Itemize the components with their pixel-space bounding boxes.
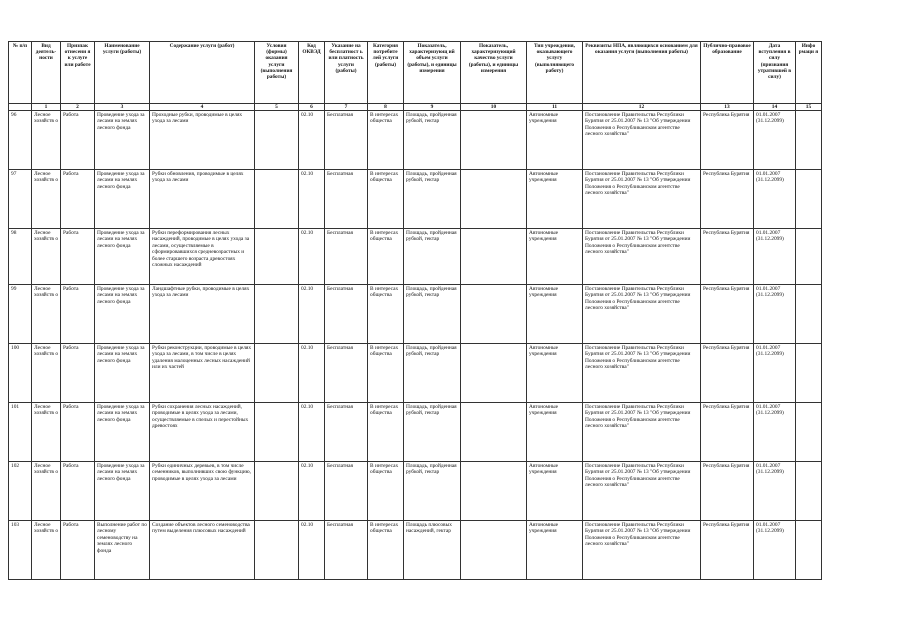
column-header: Указание на бесплатност ь или платность услуги (работы)	[325, 42, 368, 104]
cell-text: Бесплатная	[327, 404, 353, 410]
table-row	[9, 344, 822, 403]
cell-date	[754, 403, 796, 462]
cell-conditions	[255, 521, 299, 580]
column-header: Наименование услуги (работы)	[95, 42, 150, 104]
cell-name	[95, 285, 150, 344]
cell-npa	[583, 229, 701, 285]
cell-content	[150, 229, 255, 285]
column-header: № п/п	[9, 42, 32, 104]
cell-payment	[325, 403, 368, 462]
column-header: Категория потребите лей услуги (работы)	[368, 42, 404, 104]
column-header: Реквизиты НПА, являющихся основанием для оказания услуги (выполнения работы)	[583, 42, 701, 104]
cell-category	[368, 344, 404, 403]
cell-npa	[583, 170, 701, 229]
cell-payment	[325, 462, 368, 521]
table-row	[9, 111, 822, 170]
cell-text: Республика Бурятия	[703, 171, 750, 177]
cell-text: Республика Бурятия	[703, 286, 750, 292]
cell-text: Проведение ухода за лесами на землях лесного фонда	[97, 286, 145, 305]
cell-content	[150, 403, 255, 462]
cell-text: 98	[11, 230, 17, 236]
cell-sign	[61, 403, 95, 462]
cell-date	[754, 344, 796, 403]
cell-text: Площадь, пройденная рубкой, гектар	[406, 230, 457, 243]
cell-entity	[701, 170, 754, 229]
cell-text: Рубки единичных деревьев, в том числе семенников, выполнивших свою функцию, проводимые в целях ухода за лесами	[152, 463, 252, 482]
column-number: 1	[32, 104, 61, 111]
column-number: 14	[754, 104, 796, 111]
cell-text: 01.01.2007 (31.12.2099)	[756, 230, 784, 243]
column-number: 5	[255, 104, 299, 111]
cell-quality	[461, 229, 527, 285]
cell-text: Бесплатная	[327, 230, 353, 236]
cell-payment	[325, 170, 368, 229]
cell-text: Республика Бурятия	[703, 112, 750, 118]
cell-text: Проведение ухода за лесами на землях лесного фонда	[97, 345, 145, 364]
cell-text: Постановление Правительства Республики Бурятия от 25.01.2007 № 13 "Об утверждении Положения о Республиканском агентстве лесного хозяйства"	[585, 522, 691, 548]
cell-text: 97	[11, 171, 17, 177]
cell-volume	[404, 403, 461, 462]
cell-text: В интересах общества	[370, 463, 399, 476]
cell-institution	[527, 521, 583, 580]
cell-text: 01.01.2007 (31.12.2099)	[756, 463, 784, 476]
cell-quality	[461, 170, 527, 229]
cell-text: Республика Бурятия	[703, 522, 750, 528]
cell-category	[368, 521, 404, 580]
cell-text: В интересах общества	[370, 171, 399, 184]
cell-category	[368, 170, 404, 229]
cell-activity	[32, 521, 61, 580]
cell-text: Автономные учреждения	[529, 404, 559, 417]
cell-text: Автономные учреждения	[529, 522, 559, 535]
cell-num	[9, 344, 32, 403]
cell-activity	[32, 462, 61, 521]
cell-text: Ландшафтные рубки, проводимые в целях ухода за лесами	[152, 286, 250, 299]
column-number: 2	[61, 104, 95, 111]
cell-text: В интересах общества	[370, 404, 399, 417]
column-header: Содержание услуги (работ)	[150, 42, 255, 104]
cell-info	[796, 462, 822, 521]
cell-text: Проведение ухода за лесами на землях лесного фонда	[97, 230, 145, 249]
cell-text: Автономные учреждения	[529, 345, 559, 358]
cell-info	[796, 403, 822, 462]
cell-text: Создание объектов лесного семеноводства путем выделения плюсовых насаждений	[152, 522, 250, 535]
cell-text: Площадь, пройденная рубкой, гектар	[406, 345, 457, 358]
cell-text: 01.01.2007 (31.12.2099)	[756, 286, 784, 299]
cell-volume	[404, 521, 461, 580]
cell-conditions	[255, 285, 299, 344]
cell-quality	[461, 521, 527, 580]
cell-text: Лесное хозяйств о	[34, 345, 58, 358]
cell-content	[150, 462, 255, 521]
cell-okved	[299, 229, 325, 285]
table-row	[9, 285, 822, 344]
cell-text: 02.10	[301, 345, 314, 351]
cell-text: 02.10	[301, 171, 314, 177]
cell-text: Бесплатная	[327, 522, 353, 528]
cell-text: Рубки обновления, проводимые в целях ухода за лесами	[152, 171, 244, 184]
cell-npa	[583, 462, 701, 521]
cell-text: Работа	[63, 112, 79, 118]
cell-payment	[325, 344, 368, 403]
cell-npa	[583, 521, 701, 580]
table-row	[9, 462, 822, 521]
cell-text: Площадь, пройденная рубкой, гектар	[406, 404, 457, 417]
cell-name	[95, 403, 150, 462]
cell-text: 96	[11, 112, 17, 118]
column-header: Дата вступления в силу (признания утратившей в силу)	[754, 42, 796, 104]
cell-text: Работа	[63, 230, 79, 236]
cell-entity	[701, 111, 754, 170]
column-header: Вид деятель-ности	[32, 42, 61, 104]
services-register-page	[8, 41, 822, 580]
cell-text: Работа	[63, 522, 79, 528]
table-row	[9, 170, 822, 229]
header-row	[9, 42, 822, 104]
column-number: 15	[796, 104, 822, 111]
cell-date	[754, 521, 796, 580]
cell-num	[9, 403, 32, 462]
table-row	[9, 403, 822, 462]
column-header: Условия (формы) оказания услуги (выполнения работы)	[255, 42, 299, 104]
cell-okved	[299, 285, 325, 344]
cell-text: В интересах общества	[370, 230, 399, 243]
cell-text: Рубки сохранения лесных насаждений, проводимые в целях ухода за лесами, осуществляемые в спелых и перестойных древостоях	[152, 404, 249, 430]
cell-text: Проведение ухода за лесами на землях лесного фонда	[97, 463, 145, 482]
cell-text: Работа	[63, 463, 79, 469]
cell-name	[95, 462, 150, 521]
cell-text: Автономные учреждения	[529, 171, 559, 184]
cell-text: Рубки переформирования лесных насаждений, проводимые в целях ухода за лесами, осуществляемые в сформировавшихся средневозрастных и более старшего возраста древостоях сложных насаждений	[152, 230, 250, 269]
cell-quality	[461, 111, 527, 170]
cell-name	[95, 111, 150, 170]
cell-text: Работа	[63, 404, 79, 410]
cell-entity	[701, 229, 754, 285]
cell-text: 100	[11, 345, 20, 351]
cell-num	[9, 170, 32, 229]
cell-sign	[61, 229, 95, 285]
cell-category	[368, 229, 404, 285]
cell-text: Работа	[63, 286, 79, 292]
cell-conditions	[255, 170, 299, 229]
cell-text: В интересах общества	[370, 345, 399, 358]
cell-num	[9, 285, 32, 344]
cell-info	[796, 344, 822, 403]
cell-text: Площадь, пройденная рубкой, гектар	[406, 286, 457, 299]
cell-date	[754, 111, 796, 170]
cell-text: 01.01.2007 (31.12.2099)	[756, 522, 784, 535]
cell-text: 02.10	[301, 112, 314, 118]
cell-activity	[32, 111, 61, 170]
column-header: Код ОКВЭД	[299, 42, 325, 104]
cell-okved	[299, 344, 325, 403]
cell-text: Лесное хозяйств о	[34, 463, 58, 476]
cell-text: Площадь, пройденная рубкой, гектар	[406, 112, 457, 125]
table-row	[9, 229, 822, 285]
cell-date	[754, 462, 796, 521]
cell-name	[95, 521, 150, 580]
cell-text: Постановление Правительства Республики Бурятия от 25.01.2007 № 13 "Об утверждении Положения о Республиканском агентстве лесного хозяйства"	[585, 404, 691, 430]
column-number: 6	[299, 104, 325, 111]
cell-conditions	[255, 229, 299, 285]
cell-text: Проведение ухода за лесами на землях лесного фонда	[97, 171, 145, 190]
cell-conditions	[255, 462, 299, 521]
table-body	[9, 111, 822, 580]
cell-text: Бесплатная	[327, 463, 353, 469]
cell-text: В интересах общества	[370, 112, 399, 125]
cell-text: Проведение ухода за лесами на землях лесного фонда	[97, 404, 145, 423]
cell-institution	[527, 170, 583, 229]
cell-text: 02.10	[301, 522, 314, 528]
cell-entity	[701, 344, 754, 403]
cell-okved	[299, 462, 325, 521]
cell-payment	[325, 285, 368, 344]
cell-text: Лесное хозяйств о	[34, 286, 58, 299]
cell-info	[796, 521, 822, 580]
cell-category	[368, 111, 404, 170]
column-number: 7	[325, 104, 368, 111]
cell-text: Бесплатная	[327, 112, 353, 118]
column-number: 8	[368, 104, 404, 111]
cell-content	[150, 521, 255, 580]
cell-conditions	[255, 111, 299, 170]
cell-npa	[583, 111, 701, 170]
cell-sign	[61, 344, 95, 403]
cell-activity	[32, 229, 61, 285]
cell-activity	[32, 285, 61, 344]
cell-quality	[461, 403, 527, 462]
cell-text: 01.01.2007 (31.12.2099)	[756, 404, 784, 417]
cell-sign	[61, 521, 95, 580]
cell-info	[796, 170, 822, 229]
cell-text: Республика Бурятия	[703, 463, 750, 469]
cell-institution	[527, 285, 583, 344]
cell-sign	[61, 462, 95, 521]
cell-entity	[701, 285, 754, 344]
cell-text: Лесное хозяйств о	[34, 171, 58, 184]
cell-entity	[701, 521, 754, 580]
cell-institution	[527, 462, 583, 521]
cell-name	[95, 344, 150, 403]
cell-content	[150, 111, 255, 170]
cell-text: В интересах общества	[370, 286, 399, 299]
column-header: Тип учреждения, оказывающего услугу (выполняющего работу)	[527, 42, 583, 104]
cell-volume	[404, 285, 461, 344]
cell-institution	[527, 111, 583, 170]
cell-text: 01.01.2007 (31.12.2099)	[756, 112, 784, 125]
column-number: 4	[150, 104, 255, 111]
cell-npa	[583, 344, 701, 403]
column-number: 10	[461, 104, 527, 111]
cell-num	[9, 521, 32, 580]
cell-text: Площадь, пройденная рубкой, гектар	[406, 463, 457, 476]
cell-category	[368, 403, 404, 462]
cell-text: Лесное хозяйств о	[34, 404, 58, 417]
cell-institution	[527, 403, 583, 462]
cell-institution	[527, 344, 583, 403]
cell-okved	[299, 521, 325, 580]
cell-volume	[404, 344, 461, 403]
cell-num	[9, 229, 32, 285]
cell-entity	[701, 462, 754, 521]
cell-text: 101	[11, 404, 20, 410]
cell-name	[95, 170, 150, 229]
cell-quality	[461, 285, 527, 344]
cell-date	[754, 229, 796, 285]
cell-category	[368, 285, 404, 344]
cell-text: Проведение ухода за лесами на землях лесного фонда	[97, 112, 145, 131]
cell-text: Лесное хозяйств о	[34, 230, 58, 243]
cell-institution	[527, 229, 583, 285]
cell-num	[9, 111, 32, 170]
cell-text: Республика Бурятия	[703, 345, 750, 351]
cell-volume	[404, 111, 461, 170]
cell-text: 01.01.2007 (31.12.2099)	[756, 171, 784, 184]
cell-text: Постановление Правительства Республики Бурятия от 25.01.2007 № 13 "Об утверждении Положения о Республиканском агентстве лесного хозяйства"	[585, 230, 691, 256]
cell-text: Работа	[63, 171, 79, 177]
column-header: Показатель, характеризующ ий объем услуги (работы), и единицы измерения	[404, 42, 461, 104]
column-number	[9, 104, 32, 111]
cell-text: Постановление Правительства Республики Бурятия от 25.01.2007 № 13 "Об утверждении Положения о Республиканском агентстве лесного хозяйства"	[585, 171, 691, 197]
cell-sign	[61, 111, 95, 170]
cell-text: Автономные учреждения	[529, 463, 559, 476]
cell-text: Проходные рубки, проводимые в целях ухода за лесами	[152, 112, 243, 125]
column-number: 11	[527, 104, 583, 111]
cell-text: Постановление Правительства Республики Бурятия от 25.01.2007 № 13 "Об утверждении Положения о Республиканском агентстве лесного хозяйства"	[585, 112, 691, 138]
cell-okved	[299, 403, 325, 462]
cell-text: 103	[11, 522, 20, 528]
cell-text: Бесплатная	[327, 171, 353, 177]
cell-text: Республика Бурятия	[703, 404, 750, 410]
cell-text: Республика Бурятия	[703, 230, 750, 236]
cell-text: 02.10	[301, 404, 314, 410]
cell-text: Бесплатная	[327, 345, 353, 351]
cell-okved	[299, 111, 325, 170]
cell-date	[754, 170, 796, 229]
cell-text: В интересах общества	[370, 522, 399, 535]
cell-volume	[404, 170, 461, 229]
cell-text: Бесплатная	[327, 286, 353, 292]
cell-activity	[32, 170, 61, 229]
column-number: 12	[583, 104, 701, 111]
cell-text: Площадь, пройденная рубкой, гектар	[406, 171, 457, 184]
cell-category	[368, 462, 404, 521]
cell-info	[796, 229, 822, 285]
cell-activity	[32, 344, 61, 403]
cell-text: Площадь плюсовых насаждений, гектар	[406, 522, 452, 535]
column-header: Призпак отнесени я к услуге или работе	[61, 42, 95, 104]
cell-content	[150, 285, 255, 344]
cell-text: Постановление Правительства Республики Бурятия от 25.01.2007 № 13 "Об утверждении Положения о Республиканском агентстве лесного хозяйства"	[585, 463, 691, 489]
cell-text: 102	[11, 463, 20, 469]
cell-text: 02.10	[301, 463, 314, 469]
table-row	[9, 521, 822, 580]
cell-num	[9, 462, 32, 521]
column-number: 13	[701, 104, 754, 111]
cell-quality	[461, 462, 527, 521]
column-number: 3	[95, 104, 150, 111]
cell-name	[95, 229, 150, 285]
cell-text: Выполнение работ по лесному семеноводству на землях лесного фонда	[97, 522, 147, 554]
cell-okved	[299, 170, 325, 229]
cell-text: Работа	[63, 345, 79, 351]
cell-text: Автономные учреждения	[529, 230, 559, 243]
cell-text: Рубки реконструкции, проводимые в целях ухода за лесами, в том числе в целях удаления малоценных лесных насаждений или их частей	[152, 345, 252, 371]
cell-quality	[461, 344, 527, 403]
cell-content	[150, 170, 255, 229]
cell-payment	[325, 521, 368, 580]
cell-sign	[61, 170, 95, 229]
column-number-row	[9, 104, 822, 111]
cell-npa	[583, 285, 701, 344]
cell-text: 02.10	[301, 286, 314, 292]
cell-date	[754, 285, 796, 344]
cell-text: 01.01.2007 (31.12.2099)	[756, 345, 784, 358]
column-header: Публично-правовое образование	[701, 42, 754, 104]
cell-info	[796, 285, 822, 344]
cell-payment	[325, 229, 368, 285]
cell-payment	[325, 111, 368, 170]
cell-text: 02.10	[301, 230, 314, 236]
column-header: Показатель, характеризующий качество услуги (работы), и единицы измерения	[461, 42, 527, 104]
cell-entity	[701, 403, 754, 462]
cell-text: Автономные учреждения	[529, 112, 559, 125]
column-header: Инфо рмаци я	[796, 42, 822, 104]
cell-conditions	[255, 344, 299, 403]
cell-text: Лесное хозяйств о	[34, 112, 58, 125]
column-number: 9	[404, 104, 461, 111]
cell-text: 99	[11, 286, 17, 292]
cell-npa	[583, 403, 701, 462]
cell-info	[796, 111, 822, 170]
cell-text: Лесное хозяйств о	[34, 522, 58, 535]
cell-text: Постановление Правительства Республики Бурятия от 25.01.2007 № 13 "Об утверждении Положения о Республиканском агентстве лесного хозяйства"	[585, 286, 691, 312]
cell-sign	[61, 285, 95, 344]
services-table	[8, 41, 822, 580]
cell-conditions	[255, 403, 299, 462]
cell-volume	[404, 229, 461, 285]
cell-volume	[404, 462, 461, 521]
cell-text: Автономные учреждения	[529, 286, 559, 299]
cell-activity	[32, 403, 61, 462]
cell-text: Постановление Правительства Республики Бурятия от 25.01.2007 № 13 "Об утверждении Положения о Республиканском агентстве лесного хозяйства"	[585, 345, 691, 371]
cell-content	[150, 344, 255, 403]
